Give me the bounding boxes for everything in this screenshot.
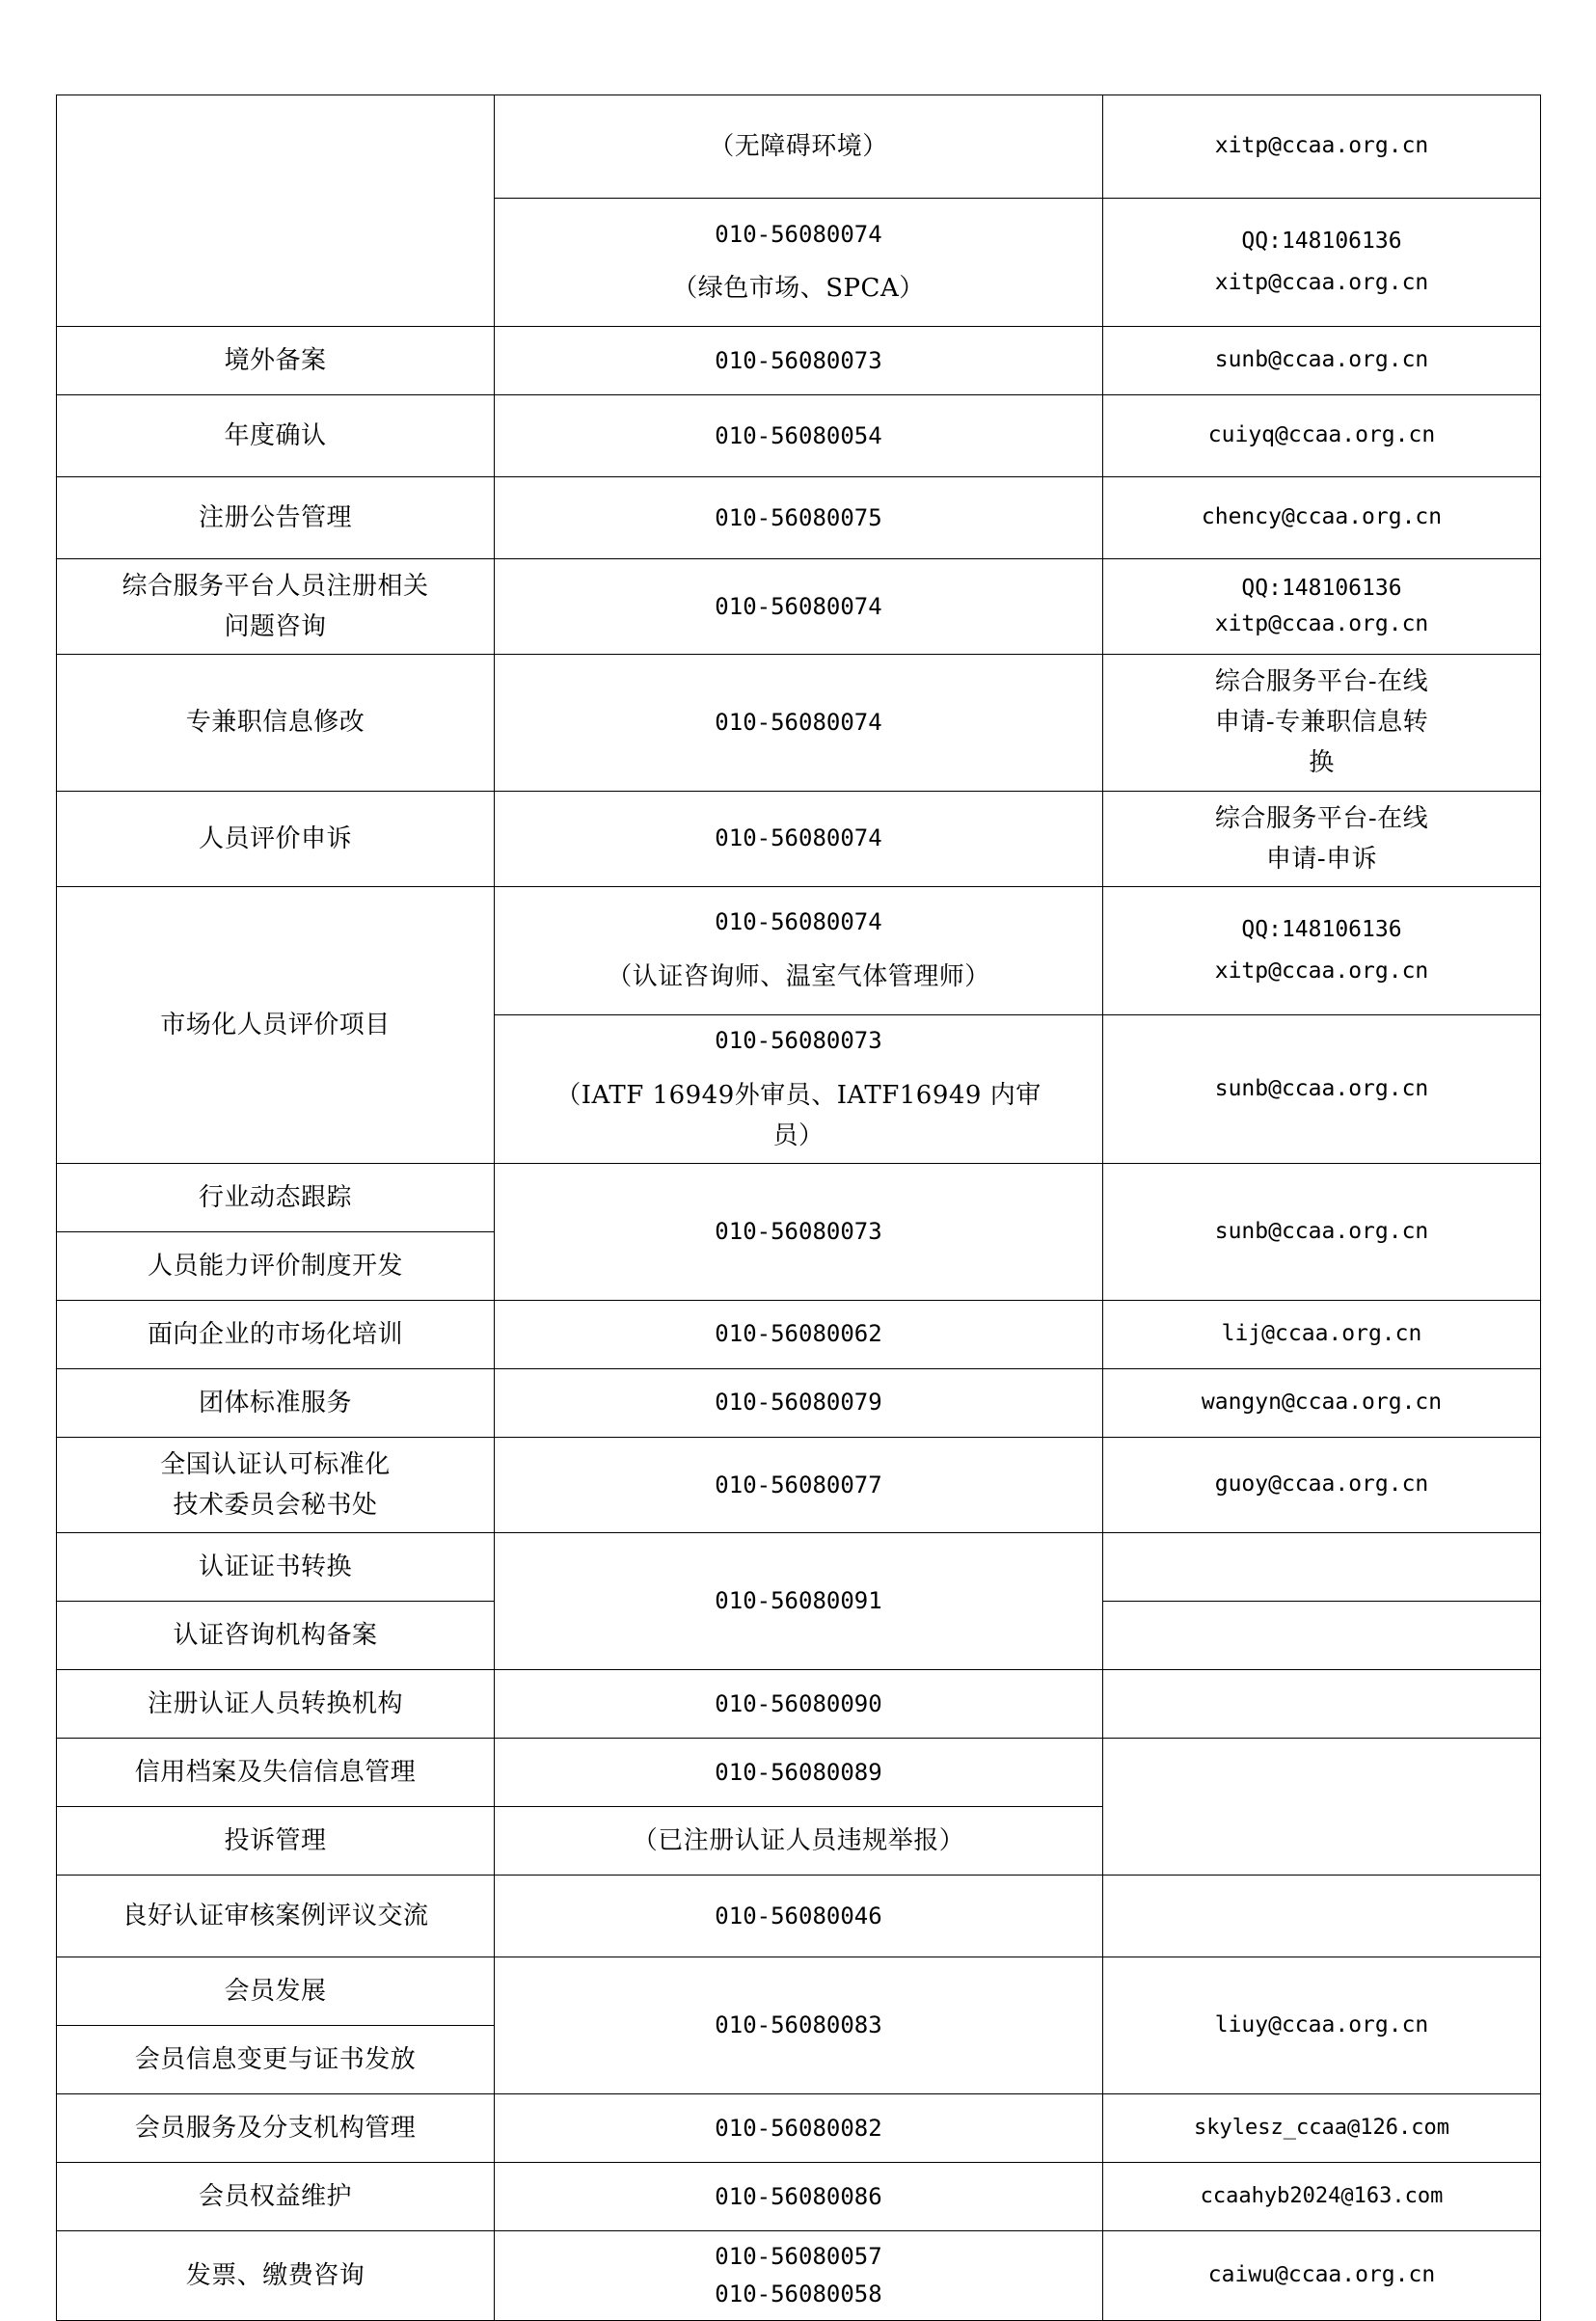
service-cell: 良好认证审核案例评议交流 bbox=[57, 1876, 495, 1957]
contact-line: QQ:148106136 bbox=[1241, 916, 1402, 942]
table-row bbox=[57, 1368, 1541, 1437]
service-cell: 会员权益维护 bbox=[57, 2163, 495, 2231]
phone-cell bbox=[495, 199, 1103, 327]
service-cell: 注册公告管理 bbox=[57, 477, 495, 559]
table-row bbox=[57, 327, 1541, 395]
contact-line: xitp@ccaa.org.cn bbox=[1214, 270, 1429, 295]
service-cell: 会员信息变更与证书发放 bbox=[57, 2026, 495, 2094]
contact-cell bbox=[1103, 95, 1541, 199]
phone-note: （认证咨询师、温室气体管理师） bbox=[607, 962, 990, 992]
service-cell: 投诉管理 bbox=[57, 1807, 495, 1876]
table-row bbox=[57, 791, 1541, 886]
table-row bbox=[57, 2094, 1541, 2163]
phone-cell: 010-56080075 bbox=[495, 477, 1103, 559]
table-row bbox=[57, 1437, 1541, 1532]
phone-cell: 010-56080090 bbox=[495, 1670, 1103, 1739]
phone-note: 员） bbox=[772, 1120, 825, 1150]
contact-cell: skylesz_ccaa@126.com bbox=[1103, 2094, 1541, 2163]
service-cell: 人员评价申诉 bbox=[57, 791, 495, 886]
contact-line: xitp@ccaa.org.cn bbox=[1214, 611, 1429, 637]
contact-directory-table bbox=[56, 94, 1541, 2321]
phone-line: 010-56080058 bbox=[715, 2280, 882, 2308]
contact-cell-empty bbox=[1103, 1739, 1541, 1876]
phone-line: 010-56080074 bbox=[715, 908, 882, 936]
service-cell: 年度确认 bbox=[57, 395, 495, 477]
phone-cell: 010-56080083 bbox=[495, 1957, 1103, 2094]
contact-cell: lij@ccaa.org.cn bbox=[1103, 1300, 1541, 1368]
contact-cell: sunb@ccaa.org.cn bbox=[1103, 327, 1541, 395]
service-cell: 人员能力评价制度开发 bbox=[57, 1231, 495, 1300]
service-cell: 信用档案及失信信息管理 bbox=[57, 1739, 495, 1807]
contact-cell: wangyn@ccaa.org.cn bbox=[1103, 1368, 1541, 1437]
table-row bbox=[57, 1533, 1541, 1602]
phone-cell: 010-56080079 bbox=[495, 1368, 1103, 1437]
service-line: 问题咨询 bbox=[224, 612, 327, 642]
service-line: 技术委员会秘书处 bbox=[173, 1490, 378, 1520]
contact-line: 申请-申诉 bbox=[1265, 844, 1378, 874]
service-cell: 面向企业的市场化培训 bbox=[57, 1300, 495, 1368]
phone-note: （绿色市场、SPCA） bbox=[672, 274, 925, 304]
contact-cell: chency@ccaa.org.cn bbox=[1103, 477, 1541, 559]
contact-line: QQ:148106136 bbox=[1241, 228, 1402, 254]
contact-cell-empty bbox=[1103, 1670, 1541, 1739]
table-row bbox=[57, 886, 1541, 1014]
service-cell: 市场化人员评价项目 bbox=[57, 886, 495, 1163]
phone-cell: 010-56080046 bbox=[495, 1876, 1103, 1957]
contact-cell bbox=[1103, 886, 1541, 1014]
contact-line: 换 bbox=[1309, 748, 1335, 778]
contact-cell: sunb@ccaa.org.cn bbox=[1103, 1014, 1541, 1163]
contact-line: 综合服务平台-在线 bbox=[1214, 803, 1429, 833]
phone-cell: 010-56080086 bbox=[495, 2163, 1103, 2231]
phone-cell: 010-56080077 bbox=[495, 1437, 1103, 1532]
phone-cell: 010-56080062 bbox=[495, 1300, 1103, 1368]
phone-cell bbox=[495, 1014, 1103, 1163]
phone-cell bbox=[495, 886, 1103, 1014]
service-cell bbox=[57, 1437, 495, 1532]
table-row bbox=[57, 1670, 1541, 1739]
table-row bbox=[57, 1739, 1541, 1807]
table-row bbox=[57, 2231, 1541, 2321]
phone-cell: 010-56080074 bbox=[495, 791, 1103, 886]
service-cell: 境外备案 bbox=[57, 327, 495, 395]
contact-cell bbox=[1103, 199, 1541, 327]
table-row bbox=[57, 1163, 1541, 1231]
contact-cell: caiwu@ccaa.org.cn bbox=[1103, 2231, 1541, 2321]
table-row bbox=[57, 655, 1541, 791]
table-row bbox=[57, 95, 1541, 199]
contact-cell-empty bbox=[1103, 1533, 1541, 1602]
contact-cell-empty bbox=[1103, 1602, 1541, 1670]
phone-cell: （已注册认证人员违规举报） bbox=[495, 1807, 1103, 1876]
phone-cell: 010-56080073 bbox=[495, 327, 1103, 395]
phone-line: 010-56080073 bbox=[715, 1026, 882, 1054]
service-cell: 认证证书转换 bbox=[57, 1533, 495, 1602]
service-cell: 行业动态跟踪 bbox=[57, 1163, 495, 1231]
service-cell: 专兼职信息修改 bbox=[57, 655, 495, 791]
contact-cell: cuiyq@ccaa.org.cn bbox=[1103, 395, 1541, 477]
contact-line: xitp@ccaa.org.cn bbox=[1214, 133, 1429, 159]
service-cell bbox=[57, 559, 495, 655]
service-cell: 会员服务及分支机构管理 bbox=[57, 2094, 495, 2163]
phone-cell: 010-56080073 bbox=[495, 1163, 1103, 1300]
service-cell-empty bbox=[57, 95, 495, 327]
contact-cell bbox=[1103, 655, 1541, 791]
contact-line: 申请-专兼职信息转 bbox=[1214, 708, 1429, 738]
phone-cell: 010-56080054 bbox=[495, 395, 1103, 477]
table-row bbox=[57, 1300, 1541, 1368]
phone-cell: 010-56080089 bbox=[495, 1739, 1103, 1807]
phone-cell: 010-56080082 bbox=[495, 2094, 1103, 2163]
service-line: 综合服务平台人员注册相关 bbox=[122, 572, 429, 601]
service-cell: 会员发展 bbox=[57, 1957, 495, 2026]
contact-cell: liuy@ccaa.org.cn bbox=[1103, 1957, 1541, 2094]
table-row bbox=[57, 395, 1541, 477]
phone-line: 010-56080057 bbox=[715, 2243, 882, 2271]
contact-line: 综合服务平台-在线 bbox=[1214, 667, 1429, 697]
service-cell: 注册认证人员转换机构 bbox=[57, 1670, 495, 1739]
contact-cell bbox=[1103, 559, 1541, 655]
table-row bbox=[57, 2163, 1541, 2231]
table-row bbox=[57, 477, 1541, 559]
contact-cell-empty bbox=[1103, 1876, 1541, 1957]
contact-line: QQ:148106136 bbox=[1241, 575, 1402, 601]
service-line: 全国认证认可标准化 bbox=[160, 1449, 391, 1479]
service-cell: 团体标准服务 bbox=[57, 1368, 495, 1437]
table-row bbox=[57, 1957, 1541, 2026]
phone-line: 010-56080074 bbox=[715, 220, 882, 248]
phone-cell: 010-56080074 bbox=[495, 655, 1103, 791]
service-cell: 认证咨询机构备案 bbox=[57, 1602, 495, 1670]
phone-cell: 010-56080074 bbox=[495, 559, 1103, 655]
service-cell: 发票、缴费咨询 bbox=[57, 2231, 495, 2321]
contact-cell: sunb@ccaa.org.cn bbox=[1103, 1163, 1541, 1300]
table-row bbox=[57, 559, 1541, 655]
contact-cell: guoy@ccaa.org.cn bbox=[1103, 1437, 1541, 1532]
phone-cell bbox=[495, 2231, 1103, 2321]
phone-cell: 010-56080091 bbox=[495, 1533, 1103, 1670]
contact-cell bbox=[1103, 791, 1541, 886]
phone-cell bbox=[495, 95, 1103, 199]
phone-note: （IATF 16949外审员、IATF16949 内审 bbox=[555, 1080, 1041, 1110]
contact-cell: ccaahyb2024@163.com bbox=[1103, 2163, 1541, 2231]
contact-line: xitp@ccaa.org.cn bbox=[1214, 958, 1429, 984]
table-row bbox=[57, 1876, 1541, 1957]
phone-line: （无障碍环境） bbox=[709, 131, 888, 161]
